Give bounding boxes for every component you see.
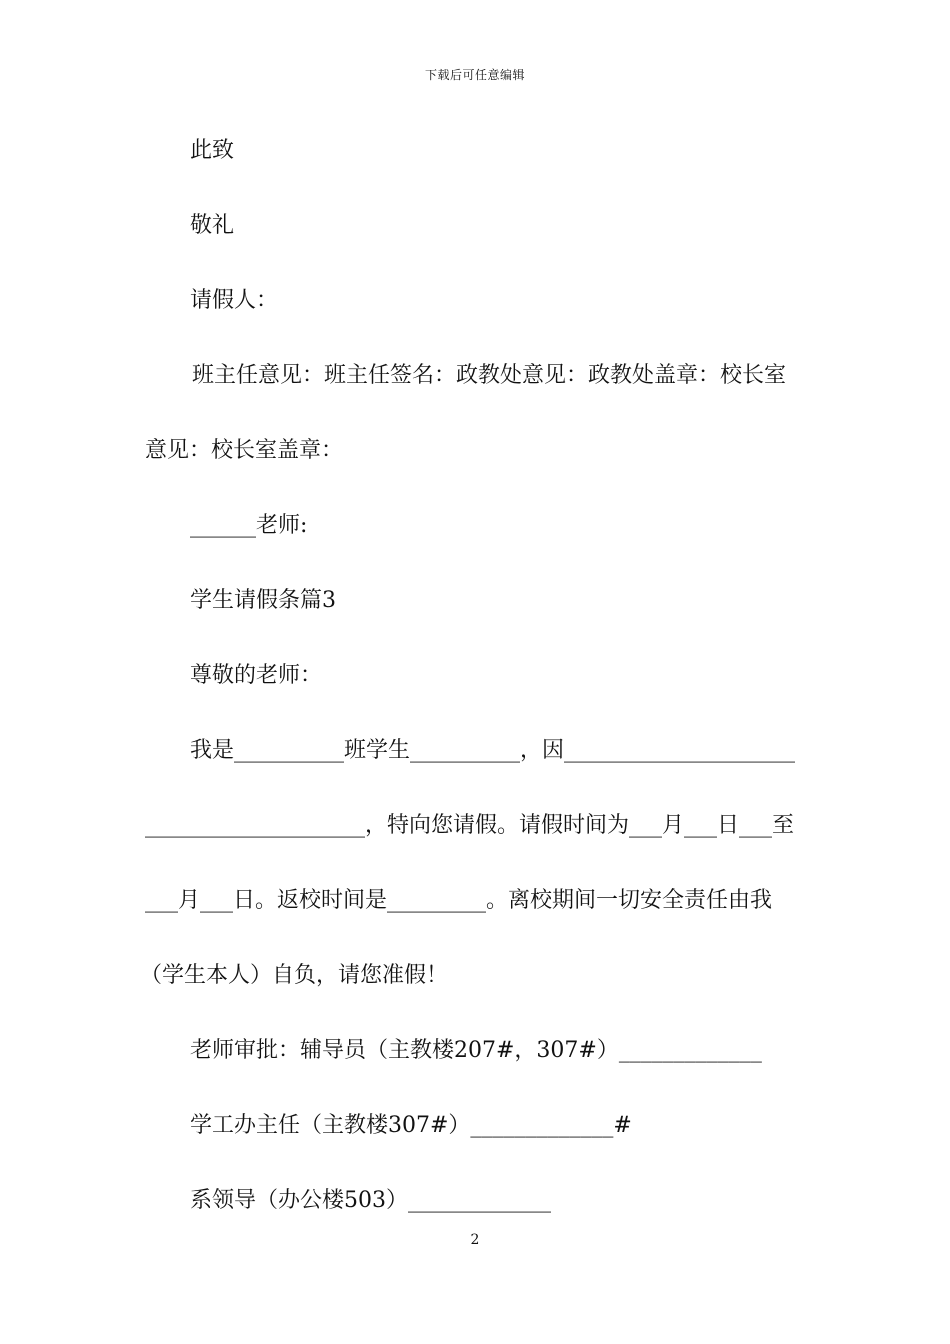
teacher-approval-line: 老师审批：辅导员（主教楼207#，307#）_____________ [190,1038,762,1063]
body-line-3: ___月___日。返校时间是_________。离校期间一切安全责任由我 [145,888,773,913]
page-number: 2 [470,1232,480,1248]
closing-line-1: 此致 [190,138,235,163]
closing-line-2: 敬礼 [190,213,235,238]
department-leader-line: 系领导（办公楼503）_____________ [190,1188,551,1213]
office-director-line: 学工办主任（主教楼307#）_____________# [190,1113,632,1138]
teacher-salutation: ______老师: [190,513,308,538]
body-line-4: （学生本人）自负，请您准假！ [140,963,449,988]
approval-opinions-continued: 意见：校长室盖章： [145,438,344,463]
section-title: 学生请假条篇3 [190,588,336,613]
body-line-2: ____________________，特向您请假。请假时间为___月___日___至 [145,813,795,838]
page-header: 下载后可任意编辑 [424,68,525,82]
applicant-line: 请假人： [190,288,279,313]
body-line-1: 我是__________班学生__________，因_____________________ [190,738,796,763]
approval-opinions-line: 班主任意见：班主任签名：政教处意见：政教处盖章：校长室 [192,363,787,388]
salutation: 尊敬的老师： [190,663,323,688]
